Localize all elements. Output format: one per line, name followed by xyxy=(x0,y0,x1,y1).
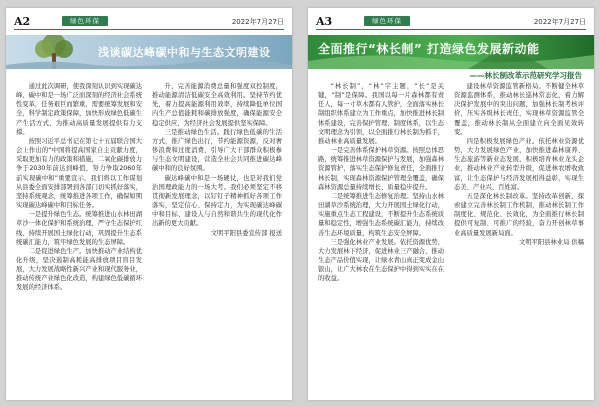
right-title-banner xyxy=(308,35,594,69)
left-page xyxy=(6,8,292,400)
article-title: 浅谈碳达峰碳中和与生态文明建设 xyxy=(98,46,271,59)
article-column-1 xyxy=(16,82,142,396)
paragraph: 五是深化林长制改革。坚持改革创新，探索建立完善林长制工作机制，推动林长制工作制度化、规范化、长效化，为全面推行林长制提供可复制、可推广的经验，奋力开创林草事业高质量发展新局面。 xyxy=(454,192,584,237)
article-column-1 xyxy=(318,82,444,396)
paragraph: 一是完善体系保护林草资源。按照总体思路，统筹推进林草资源保护与发展，加强森林资源管护，落实生态保护修复责任，全面推行林长制，实现森林资源保护管理全覆盖，确保森林资源总量持续增长、质量稳步提升。 xyxy=(318,147,444,191)
paragraph: 升，完善能源消费总量和强度双控制度，推动能源清洁低碳安全高效利用。坚持节约优先，着力提高能源利用效率，持续降低单位国内生产总值能耗和碳排放强度，确保能源安全稳定供应，为经济社会发展提供坚实保障。 xyxy=(152,83,282,127)
page-number: A3 xyxy=(316,15,333,28)
right-page xyxy=(308,8,594,400)
paragraph: 二是统筹推进生态修复治理。坚持山水林田湖草沙系统治理，大力开展国土绿化行动，实施重点生态工程建设，不断提升生态系统质量和稳定性，增强生态系统碳汇能力，持续改善生态环境质量，构筑生态安全屏障。 xyxy=(318,192,444,237)
paragraph: 二是促进绿色生产。加快推动产业结构优化升级，坚决遏制高耗能高排放项目盲目发展，大力发展战略性新兴产业和现代服务业，推动传统产业绿色化改造，构建绿色低碳循环发展的经济体系。 xyxy=(16,247,142,292)
article-subtitle: ——林长制改革示范研究学习报告 xyxy=(469,71,582,80)
issue-date: 2022年7月27日 xyxy=(533,18,586,26)
paragraph: 通过此次调研，使我深刻认识到实现碳达峰、碳中和是一场广泛而深刻的经济社会系统性变革，任务艰巨而繁重，需要统筹发展和安全，科学制定政策保障，加快形成绿色低碳生产生活方式，为推动高质量发展提供有力支撑。 xyxy=(16,83,142,136)
page-header xyxy=(14,15,284,30)
masthead-logo: 绿色环保 xyxy=(62,16,108,26)
paragraph: 建设林草资源监管新格局。不断健全林草资源监测体系，推动林长巡林常态化，着力解决保护发展中的突出问题，加强林长制考核评价，压实各级林长责任，实现林草资源监管全覆盖，推动林长制从全面建立向全面见效转变。 xyxy=(454,83,584,136)
article-column-2 xyxy=(152,82,282,396)
paragraph: 四是积极发展绿色产业。依托林业资源优势，大力发展绿色产业，加快推进森林康养、生态旅游等新业态发展，积极培育林业龙头企业，推动林业产业转型升级，促进林农增收致富，让生态保护与经济发展相得益彰，实现生态美、产业兴、百姓富。 xyxy=(454,137,584,191)
paragraph: 按照习近平总书记在第七十五届联合国大会上作出的“中国将提高国家自主贡献力度，采取更加有力的政策和措施，二氧化碳排放力争于2030年前达到峰值，努力争取2060年前实现碳中和”重要宣示，我们将以工作谋划从县委全面安排部署到各部门切实抓好落实，坚持系统观念，统筹推进各项工作，确保如期实现碳达峰碳中和目标任务。 xyxy=(16,137,142,210)
byline: 文明平阳县林业局 供稿 xyxy=(519,238,584,246)
byline: 文明平阳县委宣传部 报送 xyxy=(210,229,282,237)
masthead-logo: 绿色环保 xyxy=(364,16,410,26)
paragraph: 碳达峰碳中和是一场硬仗，也是对我们党治国理政能力的一场大考。我们必须坚定不移贯彻新发展理念，以钉钉子精神抓好各项工作落实，坚定信心、保持定力，为实现碳达峰碳中和目标、建设人与自然和谐共生的现代化作出新的更大贡献。 xyxy=(152,174,282,228)
paragraph: 三是强化林业产业发展。依托资源优势，大力发展林下经济，促进林业三产融合，推动生态产品价值实现，让绿水青山真正变成金山银山，让广大林农在生态保护中得到实实在在的收益。 xyxy=(318,238,444,283)
page-number: A2 xyxy=(14,15,31,28)
article-column-2 xyxy=(454,82,584,396)
article-title: 全面推行“林长制” 打造绿色发展新动能 xyxy=(318,42,540,56)
left-title-banner xyxy=(6,35,292,69)
paragraph: “林长制”，“林”字主题，“长”是关键，“制”是保障。我国以每一片森林都有责任人，每一寸草木都有人管护，全面落实林长制组织体系建立为工作重点，加快推进林长制体系建设，完善保护管理、制度体系，以生态文明理念为引领，以全面推行林长制为抓手，推动林业高质量发展。 xyxy=(318,83,444,145)
issue-date: 2022年7月27日 xyxy=(231,18,284,26)
page-header xyxy=(316,15,586,30)
paragraph: 一是提升绿色生态。统筹推进山水林田湖草沙一体化保护和系统治理，严守生态保护红线，持续开展国土绿化行动，巩固提升生态系统碳汇能力，筑牢绿色发展的生态屏障。 xyxy=(16,211,142,246)
paragraph: 三是推动绿色生活。践行绿色低碳的生活方式，推广绿色出行，节约能源资源，反对奢侈浪费和过度消费，引导广大干部群众积极参与生态文明建设，营造全社会共同推进碳达峰碳中和的良好氛围。 xyxy=(152,128,282,173)
